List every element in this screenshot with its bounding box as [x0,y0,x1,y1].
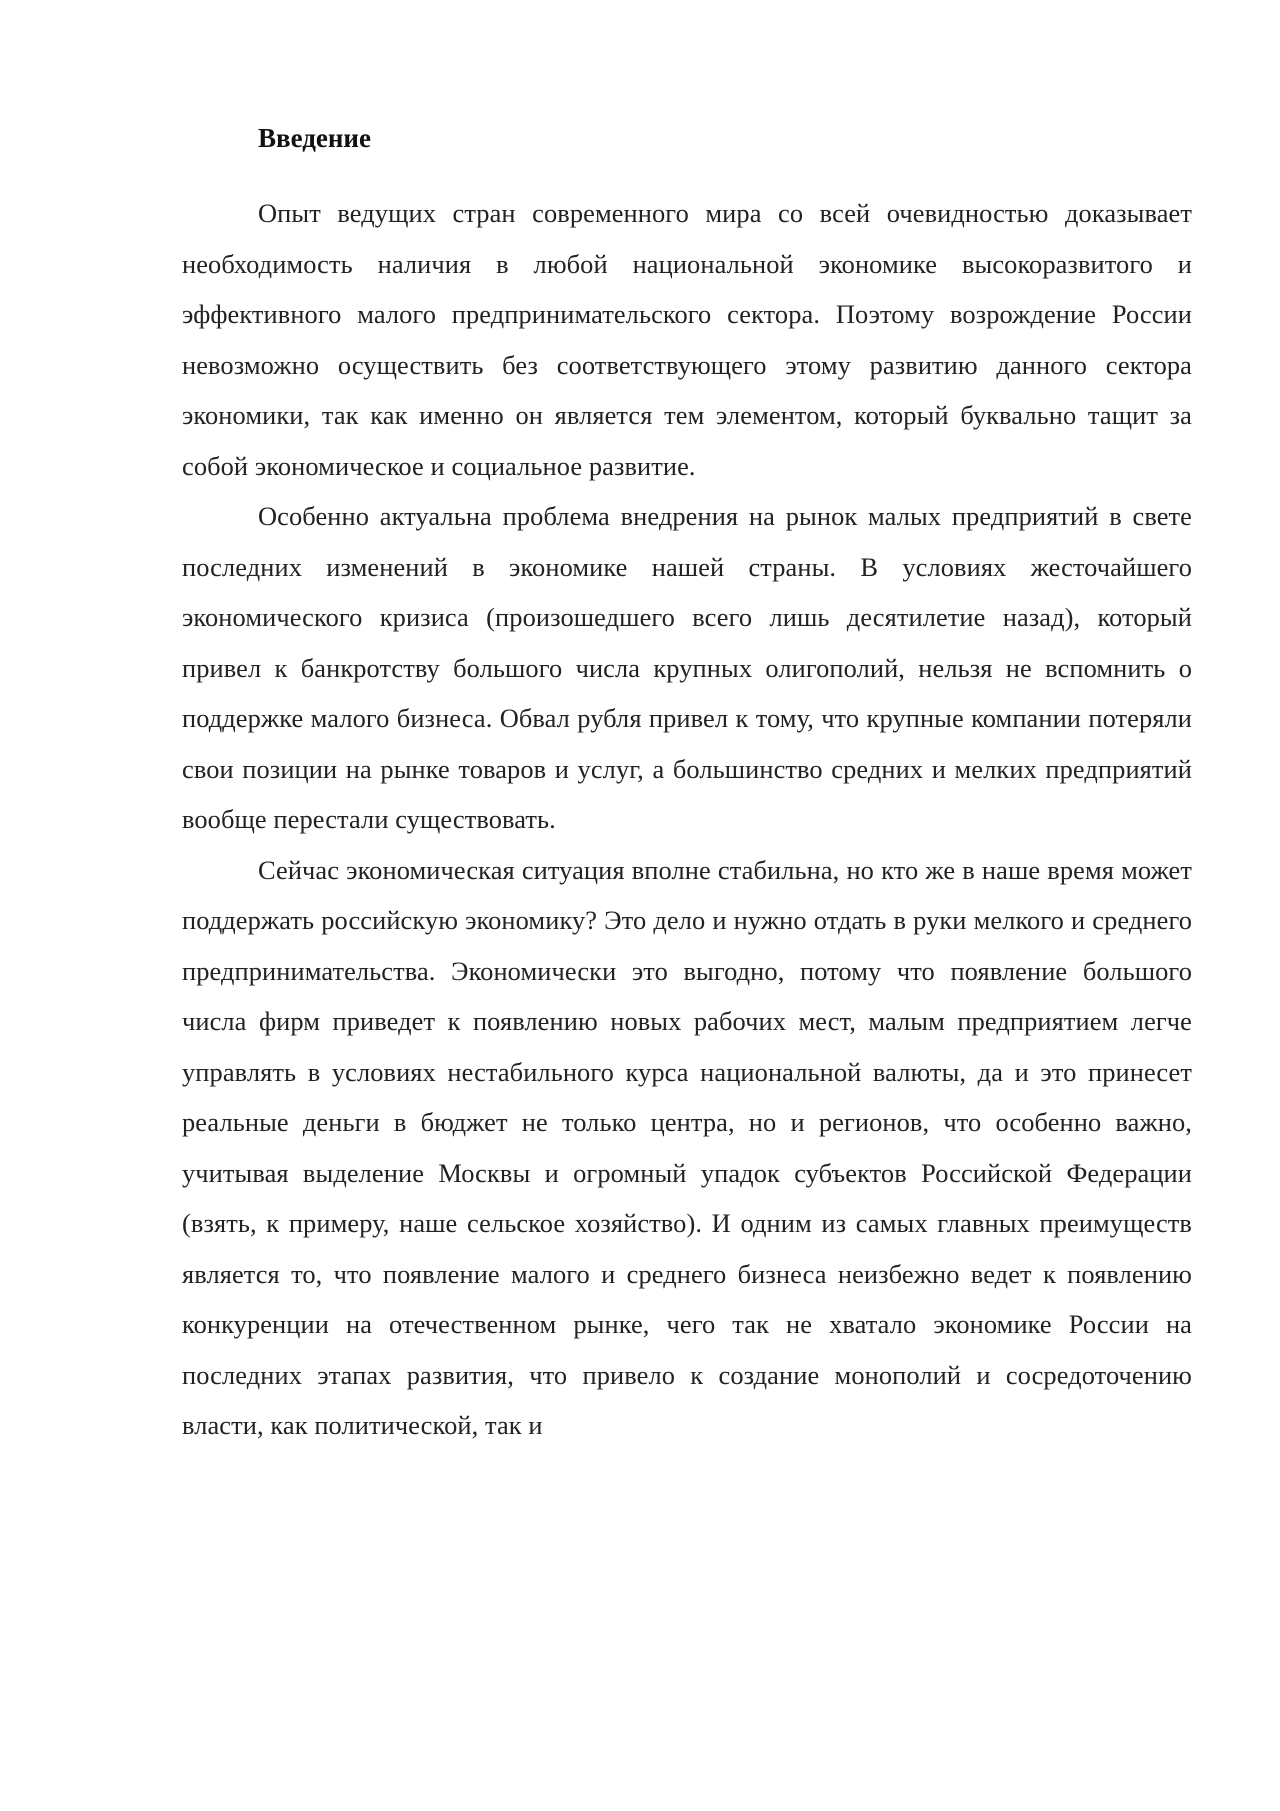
section-heading: Введение [258,123,371,153]
paragraph-2: Особенно актуальна проблема внедрения на рынок малых предприятий в свете последних изменений в экономике нашей страны. В условиях жесточайшего экономического кризиса (произошедшего всего лишь десятилетие назад), который привел к банкротству большого числа крупных олигополий, нельзя не вспомнить о поддержке малого бизнеса. Обвал рубля привел к тому, что крупные компании потеряли свои позиции на рынке товаров и услуг, а большинство средних и мелких предприятий вообще перестали существовать. [182,501,1192,834]
document-page [182,118,1192,1451]
paragraph-1: Опыт ведущих стран современного мира со всей очевидностью доказывает необходимость наличия в любой национальной экономике высокоразвитого и эффективного малого предпринимательского сектора. Поэтому возрождение России невозможно осуществить без соответствующего этому развитию данного сектора экономики, так как именно он является тем элементом, который буквально тащит за собой экономическое и социальное развитие. [182,198,1192,481]
paragraph-3: Сейчас экономическая ситуация вполне стабильна, но кто же в наше время может поддержать российскую экономику? Это дело и нужно отдать в руки мелкого и среднего предпринимательства. Экономически это выгодно, потому что появление большого числа фирм приведет к появлению новых рабочих мест, малым предприятием легче управлять в условиях нестабильного курса национальной валюты, да и это принесет реальные деньги в бюджет не только центра, но и регионов, что особенно важно, учитывая выделение Москвы и огромный упадок субъектов Российской Федерации (взять, к примеру, наше сельское хозяйство). И одним из самых главных преимуществ является то, что появление малого и среднего бизнеса неизбежно ведет к появлению конкуренции на отечественном рынке, чего так не хватало экономике России на последних этапах развития, что привело к создание монополий и сосредоточению власти, как политической, так и [182,854,1192,1440]
